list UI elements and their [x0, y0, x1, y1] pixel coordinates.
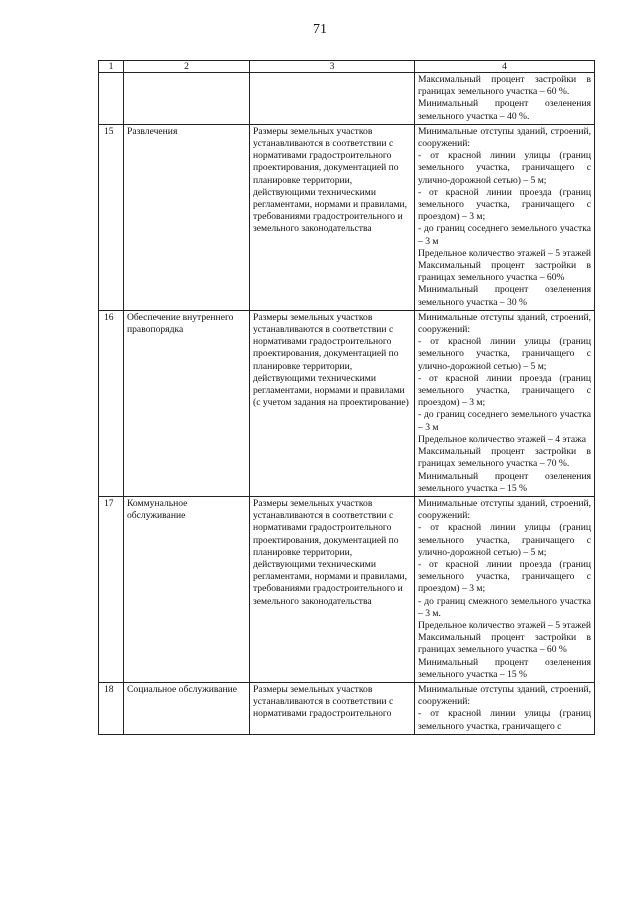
cell-num: 17 — [99, 496, 124, 682]
table-row — [99, 124, 595, 310]
param-line: Максимальный процент застройки в границах земельного участка – 70 %. — [418, 446, 591, 470]
param-line: Минимальный процент озеленения земельного участка – 30 % — [418, 284, 591, 308]
param-line: Минимальный процент озеленения земельного участка – 40 %. — [418, 98, 591, 122]
param-line: Предельное количество этажей – 5 этажей — [418, 619, 592, 631]
param-line: Минимальные отступы зданий, строений, сооружений: — [418, 497, 591, 522]
table-row — [99, 682, 595, 734]
cell-num: 15 — [99, 124, 124, 310]
cell-num: 18 — [99, 682, 124, 734]
param-line: Минимальные отступы зданий, строений, сооружений: — [418, 311, 591, 336]
cell-num: 16 — [99, 310, 124, 496]
header-col-2: 2 — [124, 61, 250, 73]
param-line: - до границ соседнего земельного участка – 3 м — [418, 409, 591, 433]
param-line: - от красной линии улицы (границ земельного участка, граничащего с улично-дорожной сетью) – 5 м; — [418, 150, 591, 186]
param-line: - от красной линии улицы (границ земельного участка, граничащего с улично-дорожной сетью) – 5 м; — [418, 336, 591, 372]
param-line: Максимальный процент застройки в границах земельного участка – 60% — [418, 260, 591, 284]
cell-params — [415, 310, 595, 496]
param-line: Предельное количество этажей – 4 этажа — [418, 433, 587, 445]
page-number: 71 — [313, 22, 327, 37]
param-line: Максимальный процент застройки в границах земельного участка – 60 %. — [418, 74, 591, 98]
table-row — [99, 496, 595, 682]
param-line: Минимальный процент озеленения земельного участка – 15 % — [418, 470, 591, 494]
cell-sizes: Размеры земельных участков устанавливаются в соответствии с нормативами градостроительного проектирования, документацией по планировке территории, действующими техническими регламентами, нормами и правилами, требованиями градостроительного и земельного законодательства — [250, 124, 415, 310]
param-line: - от красной линии проезда (границ земельного участка, граничащего с проездом) – 3 м; — [418, 186, 591, 223]
table-row — [99, 310, 595, 496]
param-line: - от красной линии проезда (границ земельного участка, граничащего с проездом) – 3 м; — [418, 558, 591, 595]
cell-sizes — [250, 73, 415, 125]
zoning-table — [98, 60, 595, 735]
cell-name — [124, 73, 250, 125]
cell-sizes: Размеры земельных участков устанавливаются в соответствии с нормативами градостроительного проектирования, документацией по планировке территории, действующими техническими регламентами, нормами и правилами (с учетом задания на проектирование) — [250, 310, 415, 496]
param-line: Минимальные отступы зданий, строений, сооружений: — [418, 683, 591, 708]
param-line: - до границ смежного земельного участка – 3 м. — [418, 595, 591, 619]
table-header-row — [99, 61, 595, 73]
cell-params — [415, 73, 595, 125]
table-row-continuation — [99, 73, 595, 125]
param-line: Минимальные отступы зданий, строений, сооружений: — [418, 125, 591, 150]
param-line: - от красной линии проезда (границ земельного участка, граничащего с проездом) – 3 м; — [418, 372, 591, 409]
header-col-3: 3 — [250, 61, 415, 73]
cell-name: Социальное обслуживание — [124, 682, 250, 734]
cell-name: Обеспечение внутреннего правопорядка — [124, 310, 250, 496]
cell-name: Коммунальное обслуживание — [124, 496, 250, 682]
param-line: Минимальный процент озеленения земельного участка – 15 % — [418, 656, 591, 680]
param-line: - до границ соседнего земельного участка – 3 м — [418, 223, 591, 247]
cell-name: Развлечения — [124, 124, 250, 310]
cell-params — [415, 682, 595, 734]
param-line: Максимальный процент застройки в границах земельного участка – 60 % — [418, 632, 591, 656]
param-line: - от красной линии улицы (границ земельного участка, граничащего с — [418, 708, 591, 732]
param-line: - от красной линии улицы (границ земельного участка, граничащего с улично-дорожной сетью) – 5 м; — [418, 522, 591, 558]
cell-sizes: Размеры земельных участков устанавливаются в соответствии с нормативами градостроительного — [250, 682, 415, 734]
param-line: Предельное количество этажей – 5 этажей — [418, 247, 592, 259]
cell-num — [99, 73, 124, 125]
cell-sizes: Размеры земельных участков устанавливаются в соответствии с нормативами градостроительного проектирования, документацией по планировке территории, действующими техническими регламентами, нормами и правилами, требованиями градостроительного и земельного законодательства — [250, 496, 415, 682]
cell-params — [415, 496, 595, 682]
cell-params — [415, 124, 595, 310]
header-col-4: 4 — [415, 61, 595, 73]
header-col-1: 1 — [99, 61, 124, 73]
